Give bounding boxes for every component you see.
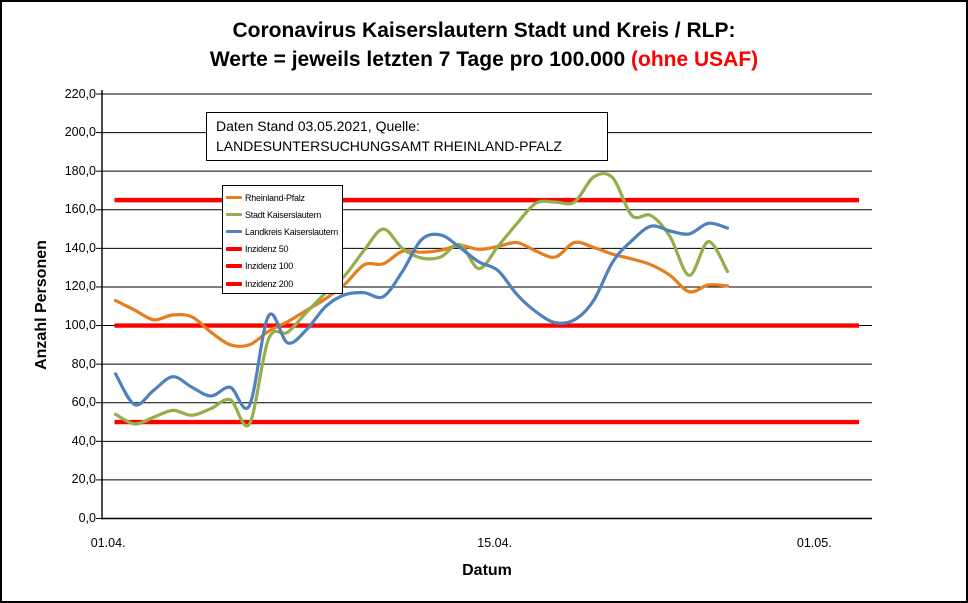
legend-item-rheinland-pfalz (226, 189, 342, 206)
legend-line-sample (226, 282, 242, 286)
legend-line-sample (226, 264, 242, 268)
legend (222, 185, 343, 294)
y-tick-label: 40,0 (71, 433, 96, 448)
legend-line-sample (226, 196, 242, 199)
legend-line-sample (226, 230, 242, 233)
legend-item-inzidenz-100 (226, 258, 342, 275)
y-tick-label: 20,0 (71, 472, 96, 487)
y-tick-label: 160,0 (64, 202, 96, 217)
y-tick-label: 80,0 (71, 356, 96, 371)
legend-label: Landkreis Kaiserslautern (245, 226, 339, 237)
x-tick-label: 01.05. (796, 536, 832, 550)
chart-title-line2-black: Werte = jeweils letzten 7 Tage pro 100.000 (209, 48, 631, 71)
legend-item-inzidenz-200 (226, 275, 342, 292)
chart-title-ohne-usaf: (ohne USAF) (631, 48, 759, 71)
legend-line-sample (226, 213, 242, 216)
y-tick-label: 140,0 (64, 240, 96, 255)
y-axis-title: Anzahl Personen (33, 240, 50, 370)
y-tick-label: 0,0 (78, 511, 96, 525)
y-tick-label: 180,0 (64, 163, 96, 178)
legend-label: Rheinland-Pfalz (245, 192, 305, 203)
legend-item-stadt-kaiserslautern (226, 206, 342, 223)
x-tick-label: 15.04. (477, 536, 513, 550)
y-tick-label: 220,0 (64, 86, 96, 101)
legend-label: Inzidenz 50 (245, 244, 289, 255)
x-axis-title: Datum (462, 562, 512, 579)
y-tick-label: 200,0 (64, 125, 96, 140)
legend-label: Inzidenz 200 (245, 278, 294, 289)
y-tick-label: 100,0 (64, 318, 96, 333)
legend-label: Stadt Kaiserslautern (245, 209, 322, 220)
plot-area (2, 2, 968, 603)
x-tick-label: 01.04. (90, 536, 126, 550)
y-tick-label: 120,0 (64, 279, 96, 294)
y-tick-label: 60,0 (71, 395, 96, 410)
legend-item-landkreis-kaiserslautern (226, 223, 342, 240)
chart-title-line1: Coronavirus Kaiserslautern Stadt und Kreis / RLP: (232, 19, 736, 42)
source-infobox: Daten Stand 03.05.2021, Quelle: LANDESUNTERSUCHUNGSAMT RHEINLAND-PFALZ (206, 112, 608, 161)
legend-label: Inzidenz 100 (245, 261, 294, 272)
legend-line-sample (226, 247, 242, 251)
chart-title (62, 16, 906, 74)
chart-title-line2 (62, 45, 906, 74)
legend-item-inzidenz-50 (226, 241, 342, 258)
series-stadt-kaiserslautern (116, 174, 728, 426)
